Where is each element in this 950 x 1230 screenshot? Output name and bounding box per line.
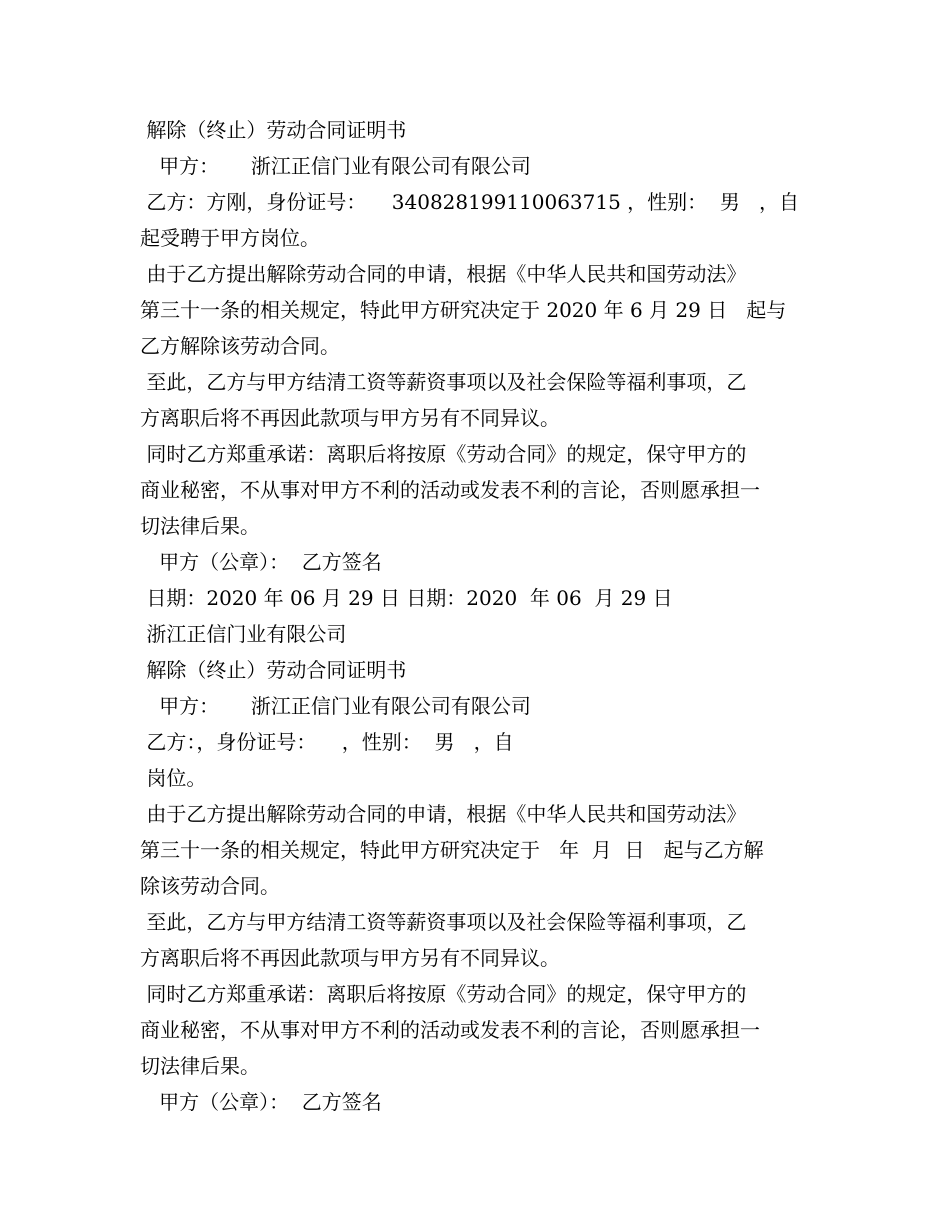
paragraph-line: 起受聘于甲方岗位。 (140, 226, 320, 250)
party-b-line: 乙方：，身份证号： ，性别： 男 ，自 (140, 730, 514, 754)
paragraph-line: 切法律后果。 (140, 1054, 260, 1078)
paragraph-line: 岗位。 (140, 766, 207, 790)
doc-title: 解除（终止）劳动合同证明书 (140, 118, 407, 142)
paragraph-line: 同时乙方郑重承诺：离职后将按原《劳动合同》的规定，保守甲方的 (140, 982, 747, 1006)
paragraph-line: 至此，乙方与甲方结清工资等薪资事项以及社会保险等福利事项，乙 (140, 370, 747, 394)
paragraph-line: 乙方解除该劳动合同。 (140, 334, 340, 358)
paragraph-line: 方离职后将不再因此款项与甲方另有不同异议。 (140, 946, 560, 970)
paragraph-line: 同时乙方郑重承诺：离职后将按原《劳动合同》的规定，保守甲方的 (140, 442, 747, 466)
party-b-line: 乙方：方刚，身份证号： 340828199110063715 ，性别： 男 ，自 (140, 190, 799, 214)
party-a-line: 甲方： 浙江正信门业有限公司有限公司 (140, 154, 531, 178)
doc-title: 解除（终止）劳动合同证明书 (140, 658, 407, 682)
paragraph-line: 至此，乙方与甲方结清工资等薪资事项以及社会保险等福利事项，乙 (140, 910, 747, 934)
paragraph-line: 第三十一条的相关规定，特此甲方研究决定于 2020 年 6 月 29 日 起与 (140, 298, 787, 322)
signature-line: 甲方（公章）： 乙方签名 (140, 550, 382, 574)
paragraph-line: 第三十一条的相关规定，特此甲方研究决定于 年 月 日 起与乙方解 (140, 838, 764, 862)
paragraph-line: 除该劳动合同。 (140, 874, 280, 898)
paragraph-line: 切法律后果。 (140, 514, 260, 538)
paragraph-line: 由于乙方提出解除劳动合同的申请，根据《中华人民共和国劳动法》 (140, 262, 747, 286)
paragraph-line: 商业秘密，不从事对甲方不利的活动或发表不利的言论，否则愿承担一 (140, 478, 760, 502)
paragraph-line: 由于乙方提出解除劳动合同的申请，根据《中华人民共和国劳动法》 (140, 802, 747, 826)
signature-line: 甲方（公章）： 乙方签名 (140, 1090, 382, 1114)
date-line: 日期：2020 年 06 月 29 日 日期：2020 年 06 月 29 日 (140, 586, 673, 610)
paragraph-line: 商业秘密，不从事对甲方不利的活动或发表不利的言论，否则愿承担一 (140, 1018, 760, 1042)
paragraph-line: 方离职后将不再因此款项与甲方另有不同异议。 (140, 406, 560, 430)
party-a-line: 甲方： 浙江正信门业有限公司有限公司 (140, 694, 531, 718)
company-name: 浙江正信门业有限公司 (140, 622, 347, 646)
